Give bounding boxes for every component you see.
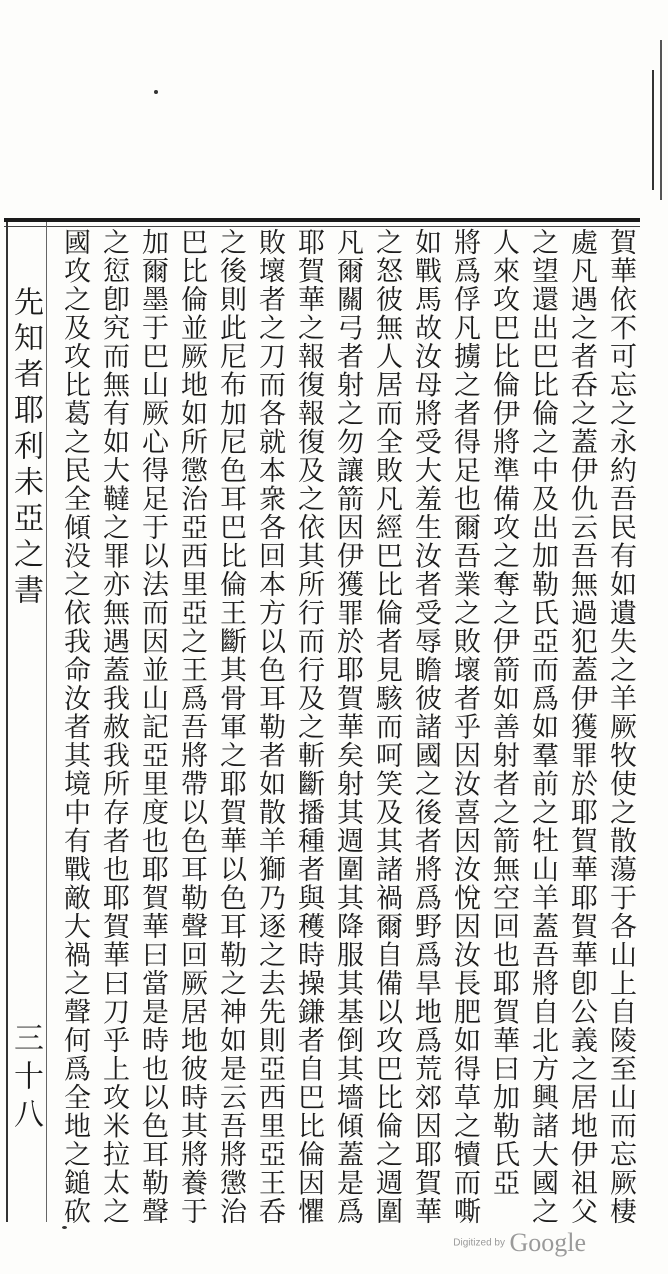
text-column: 賀華依不可忘之永約吾民有如遺失之羊厥牧使之散蕩于各山上自陵至山而忘厥棲 [605,228,636,1226]
text-column: 國攻之及攻比葛之民全傾没之依我命汝者其境中有戰敵大禍之聲何爲全地之鎚砍 [59,228,90,1226]
text-column: 將爲俘凡擄之者得足也爾吾業之敗壞者乎因汝喜因汝悅因汝長肥如得草之犢而嘶 [449,228,480,1226]
page-edge-line [660,40,662,200]
ink-speck [154,90,158,94]
text-column: 凡爾關弓者射之勿讓箭因伊獲罪於耶賀華矣射其週圍其降服其基倒其墻傾蓋是爲 [332,228,363,1226]
page-edge-line [652,70,654,190]
text-column: 巴比倫並厥地如所懲治亞西里亞之王爲吾將帶以色耳勒聲回厥居地彼時其將養于 [176,228,207,1226]
running-title: 先知者耶利未亞之書 [8,286,43,610]
watermark-prefix: Digitized by [453,1237,505,1249]
text-column: 耶賀華之報復報復及之依其所行而行及之斬斷播種者與穫時操鎌者自巴比倫因懼 [293,228,324,1226]
text-column: 之怒彼無人居而全敗凡經巴比倫者見駭而呵笑及其諸禍爾自備以攻巴比倫之週圍 [371,228,402,1226]
margin-divider-rule [46,222,47,1222]
page-number: 三十八 [8,1022,43,1136]
text-column: 人來攻巴比倫伊將準備攻之奪之伊箭如善射者之箭無空回也耶賀華曰加勒氏亞 [488,228,519,1197]
text-column: 之後則此尼布加尼色耳巴比倫王斷其骨軍之耶賀華以色耳勒之神如是云吾將懲治 [215,228,246,1226]
text-column: 敗壞者之刀而各就本衆各回本方以色耳勒者如散羊獅乃逐之去先則亞西里亞王呑 [254,228,285,1226]
watermark-brand: Google [509,1228,586,1257]
vertical-text-block [50,228,640,1228]
text-column: 加爾墨于巴山厥心得足于以法而因並山記亞里度也耶賀華曰當是時也以色耳勒聲 [137,228,168,1226]
top-border-rule [4,218,640,222]
digitization-watermark [453,1228,586,1258]
text-column: 如戰馬故汝母將受大羞生汝者受辱瞻彼諸國之後者將爲野爲旱地爲荒郊因耶賀華 [410,228,441,1226]
text-column: 之望還出巴比倫之中及出加勒氏亞而爲如羣前之牡山羊蓋吾將自北方興諸大國之 [527,228,558,1226]
top-border-rule-thin [4,226,640,227]
text-column: 之愆卽究而無有如大韃之罪亦無遇蓋我赦我所存者也耶賀華曰刀乎上攻米拉太之 [98,228,129,1226]
text-column: 處凡遇之者呑之蓋伊仇云吾無過犯蓋伊獲罪於耶賀華耶賀華卽公義之居地伊祖父 [566,228,597,1226]
